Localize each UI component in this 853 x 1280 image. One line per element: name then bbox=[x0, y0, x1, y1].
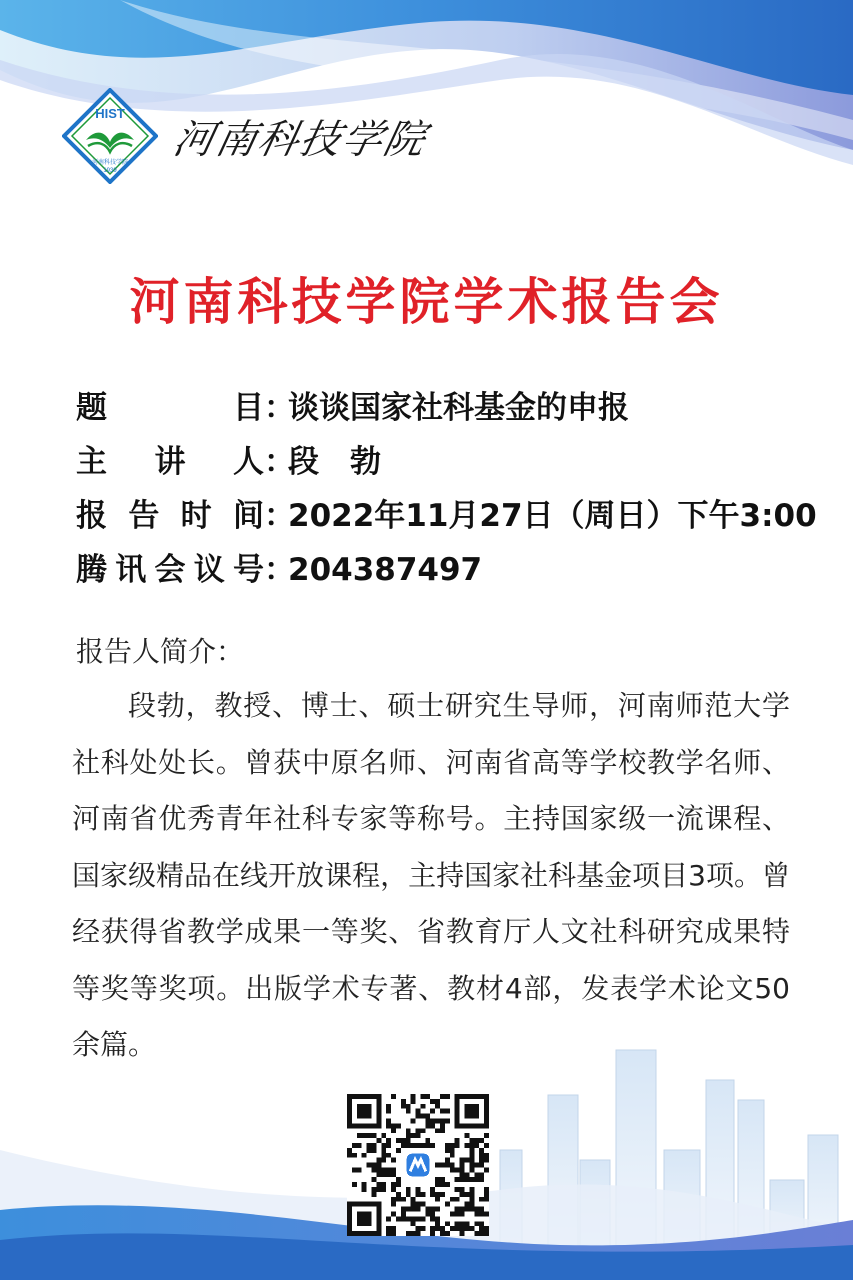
info-row-topic bbox=[76, 382, 817, 436]
info-row-speaker bbox=[76, 436, 817, 490]
bio-text: 段勃，教授、博士、硕士研究生导师，河南师范大学社科处处长。曾获中原名师、河南省高等学校教学名师、河南省优秀青年社科专家等称号。主持国家级一流课程、国家级精品在线开放课程，主持国家社科基金项目3项。曾经获得省教学成果一等奖、省教育厅人文社科研究成果特等奖等奖项。出版学术专著、教材4部，发表学术论文50余篇。 bbox=[72, 689, 790, 1061]
time-value: 2022年11月27日（周日）下午3:00 bbox=[288, 498, 817, 534]
colon: ： bbox=[264, 390, 295, 426]
meeting-id-label: 腾 讯 会 议 号 bbox=[76, 552, 264, 588]
topic-value: 谈谈国家社科基金的申报 bbox=[288, 390, 629, 426]
colon: ： bbox=[264, 444, 295, 480]
school-name-script: 河南科技学院 bbox=[169, 117, 432, 163]
info-row-meeting-id bbox=[76, 544, 817, 598]
info-block bbox=[76, 382, 817, 598]
svg-text:河南科技学院: 河南科技学院 bbox=[91, 160, 129, 166]
poster-title: 河南科技学院学术报告会 bbox=[129, 273, 724, 331]
bio-heading: 报告人简介： bbox=[76, 635, 245, 668]
school-logo-icon bbox=[62, 88, 158, 184]
svg-text:HIST: HIST bbox=[95, 106, 125, 121]
colon: ： bbox=[264, 552, 295, 588]
topic-label: 题 目 bbox=[76, 390, 264, 426]
meeting-id-value: 204387497 bbox=[288, 552, 483, 588]
info-row-time bbox=[76, 490, 817, 544]
colon: ： bbox=[264, 498, 295, 534]
svg-text:1939: 1939 bbox=[103, 168, 117, 174]
speaker-label: 主 讲 人 bbox=[76, 444, 264, 480]
speaker-value: 段 勃 bbox=[288, 444, 381, 480]
qr-code-icon[interactable] bbox=[347, 1094, 489, 1236]
time-label: 报 告 时 间 bbox=[76, 498, 264, 534]
